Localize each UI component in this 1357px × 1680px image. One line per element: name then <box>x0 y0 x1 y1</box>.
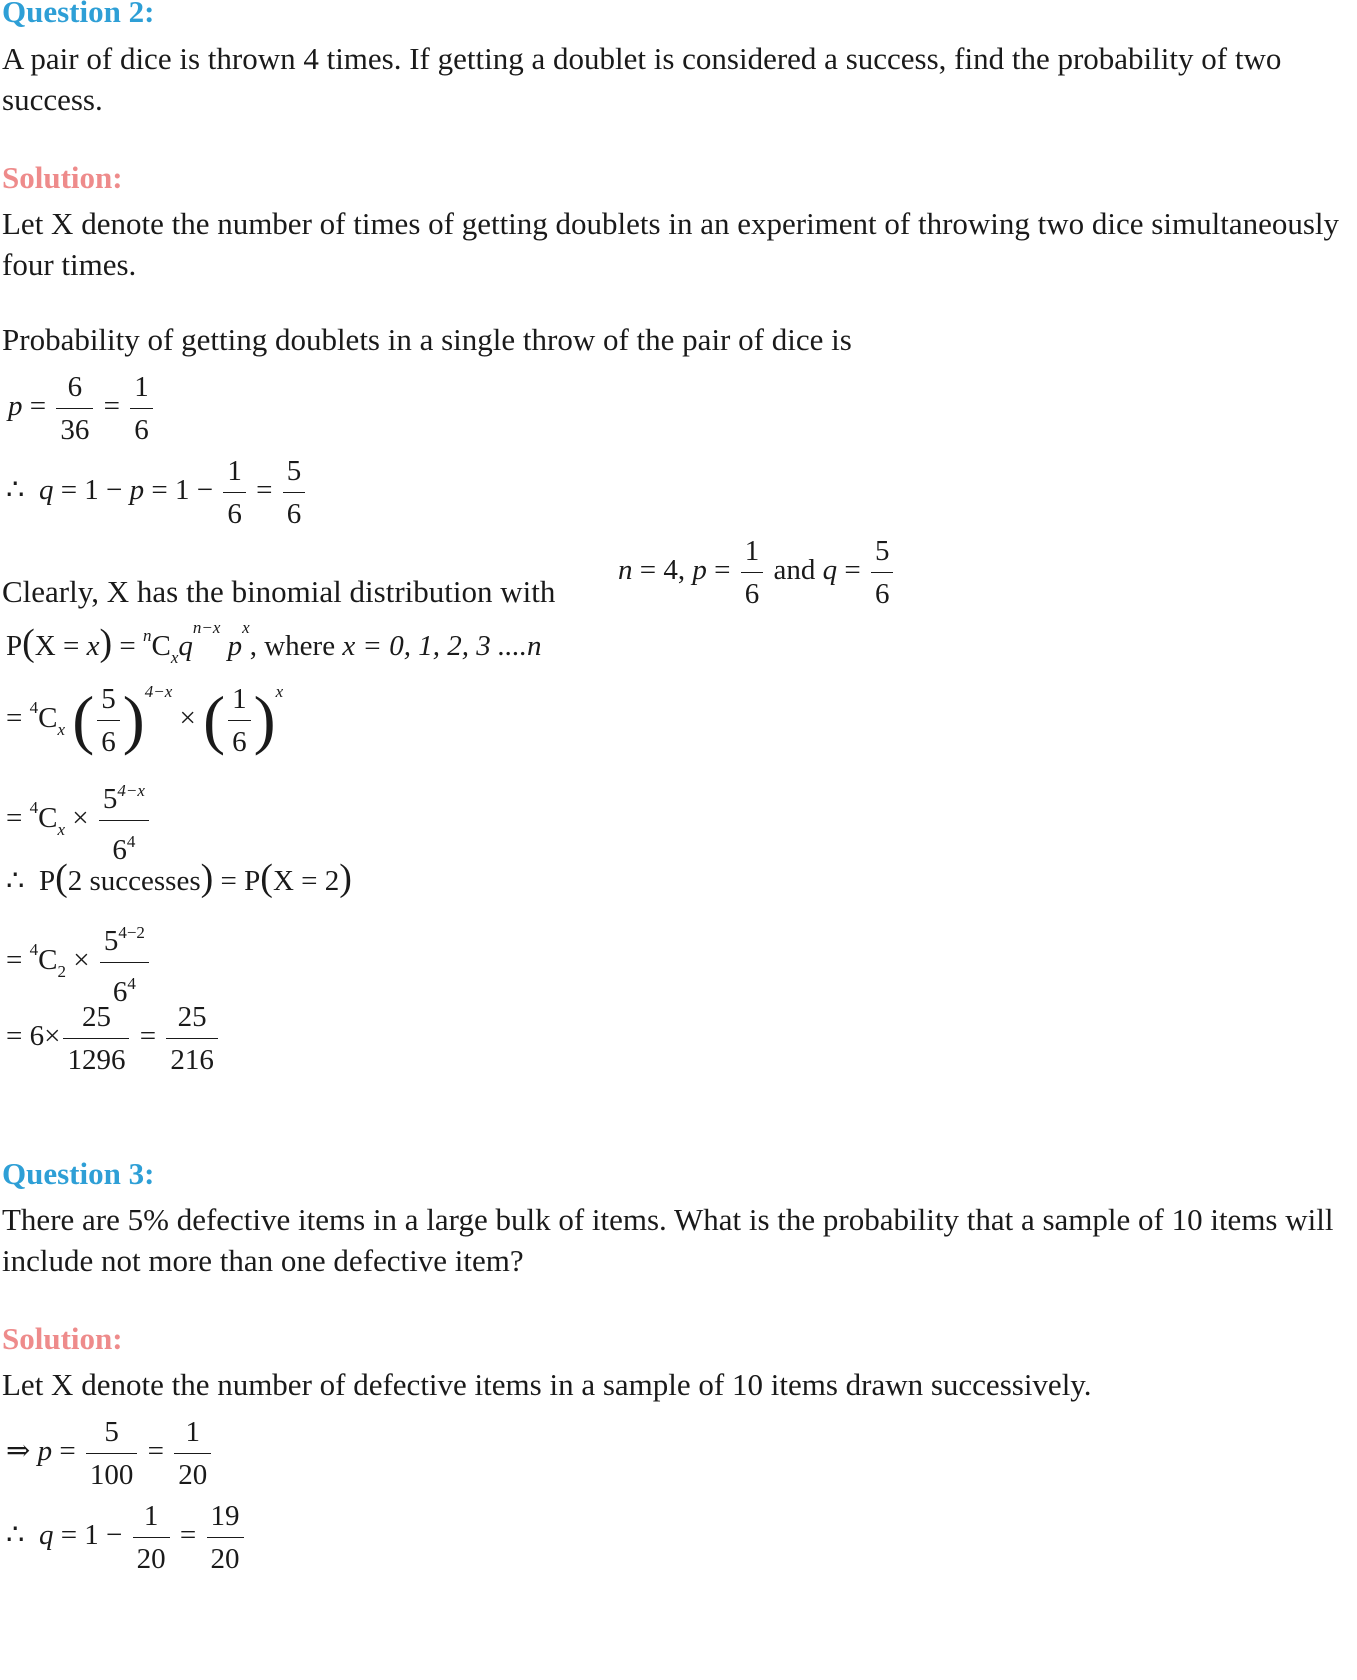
solution-heading: Solution: <box>2 160 123 195</box>
equation: = $^4C_x$ × $\frac{5^{4-x}}{6^4}$ <box>6 770 152 871</box>
question-3-heading: Question 3: <box>2 1156 155 1191</box>
solution-paragraph: Probability of getting doublets in a single throw of the pair of dice is <box>2 322 852 357</box>
question-2-text: A pair of dice is thrown 4 times. If getting a doublet is considered a success, find the probability of two success. <box>2 41 1282 117</box>
solution-paragraph: Let X denote the number of times of getting doublets in an experiment of throwing two dice simultaneously four times. <box>2 206 1340 282</box>
equation: p = $\frac{6}{36}$ = $\frac{1}{6}$ <box>8 366 156 451</box>
solution-paragraph: Let X denote the number of defective items in a sample of 10 items drawn successively. <box>2 1367 1092 1402</box>
equation: = $^4C_x$ ( $\frac{5}{6}$ )$^{4-x}$ × ( $\frac{1}{6}$ )$^x$ <box>6 678 283 763</box>
equation: = 6× $\frac{25}{1296}$ = $\frac{25}{216}$ <box>6 996 221 1081</box>
equation: ∴ q = 1 − p = 1 − $\frac{1}{6}$ = $\frac{5}{6}$ <box>6 450 308 535</box>
equation: ⇒ p = $\frac{5}{100}$ = $\frac{1}{20}$ <box>6 1411 214 1496</box>
equation: $P(X = x) = ^nC_xq^{n-x}$ $p^x$, where x = 0, 1, 2, 3 ....n <box>6 618 542 667</box>
equation: ∴ P(2 successes) = P(X = 2) <box>6 857 352 899</box>
question-2-heading: Question 2: <box>2 0 155 29</box>
where-word: , where <box>249 630 336 662</box>
successes-text: 2 successes <box>67 865 201 897</box>
and-word: and <box>773 554 816 587</box>
equation: = $^4C_2$ × $\frac{5^{4-2}}{6^4}$ <box>6 912 152 1013</box>
equation: n = 4, p = $\frac{1}{6}$ and q = $\frac{5}{6}$ <box>618 530 896 615</box>
where-values: x = 0, 1, 2, 3 ....n <box>342 630 542 662</box>
solution-paragraph: Clearly, X has the binomial distribution with <box>2 574 556 609</box>
solution-heading: Solution: <box>2 1321 123 1356</box>
equation: ∴ q = 1 − $\frac{1}{20}$ = $\frac{19}{20}$ <box>6 1495 247 1580</box>
question-3-text: There are 5% defective items in a large bulk of items. What is the probability that a sample of 10 items will include not more than one defective item? <box>2 1202 1334 1278</box>
